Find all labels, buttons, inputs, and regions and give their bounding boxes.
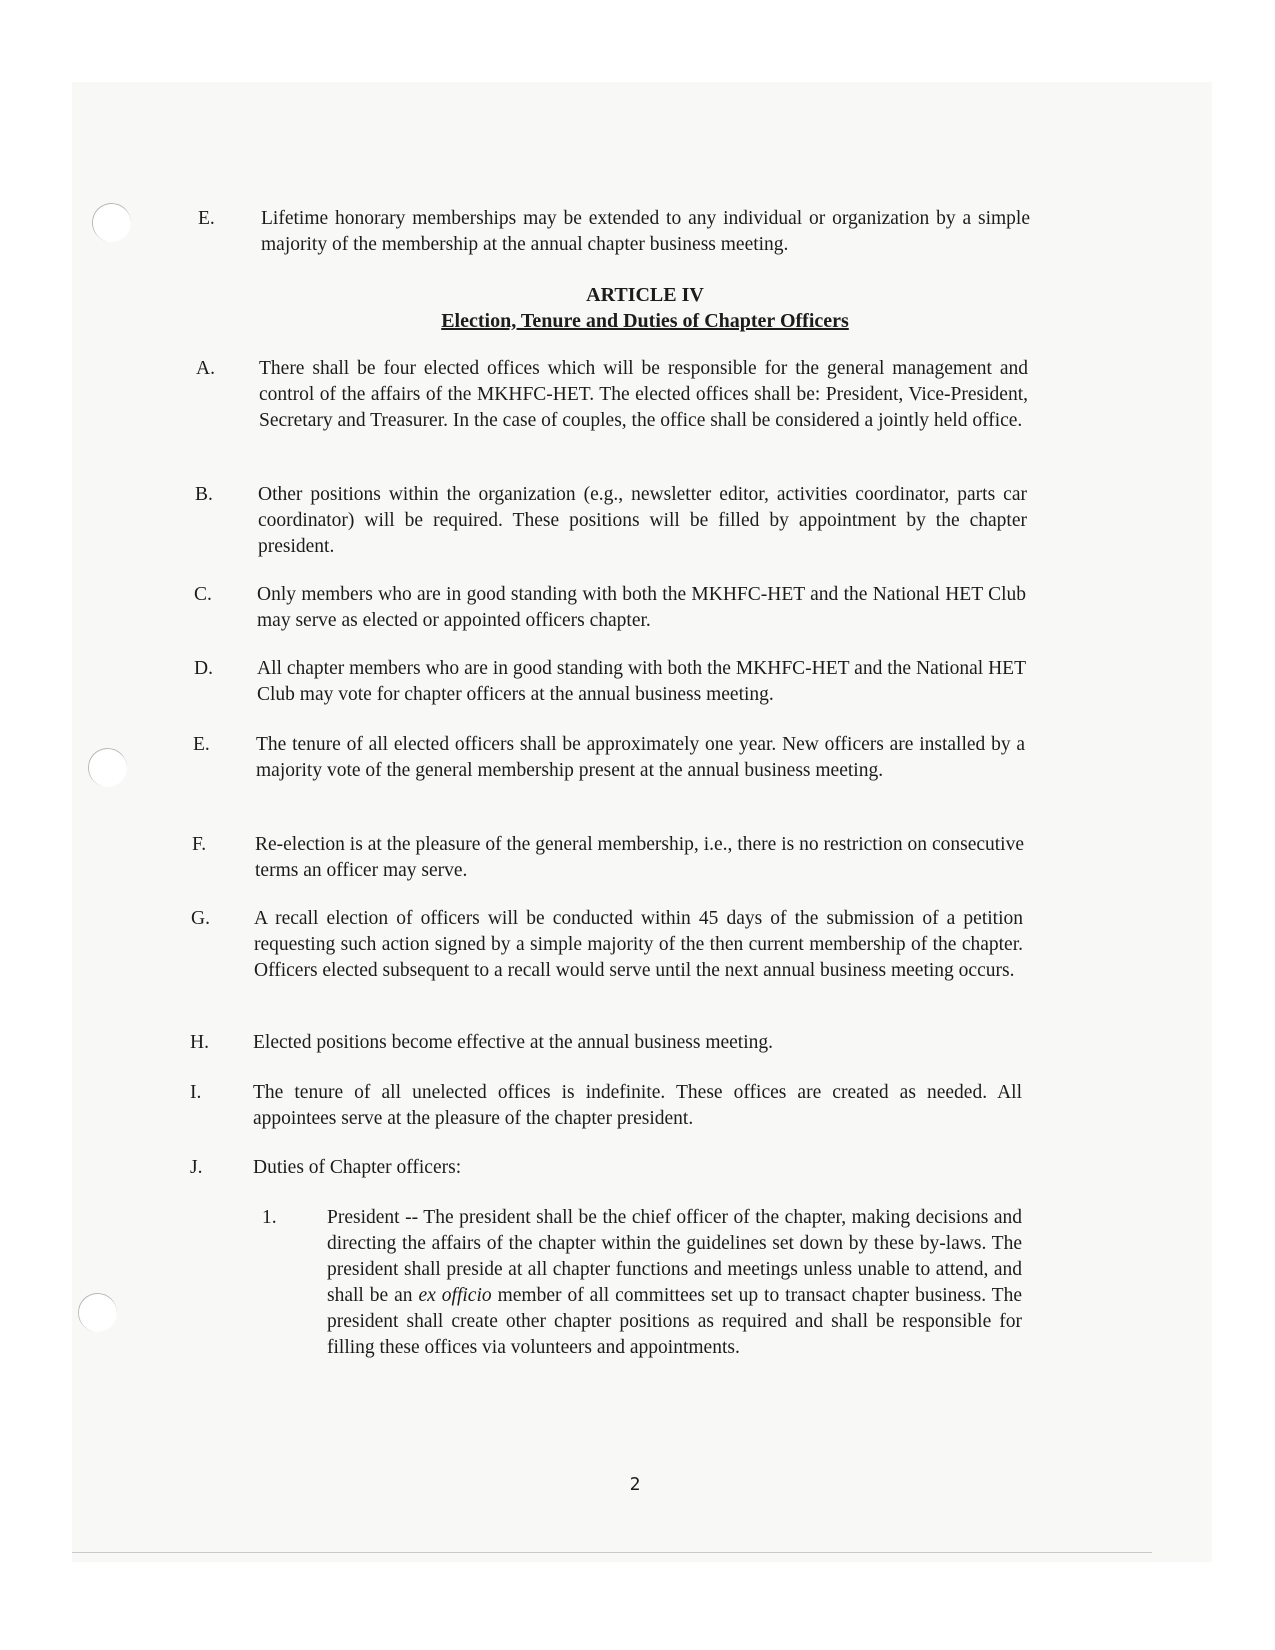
subitem-number: 1.: [262, 1207, 277, 1228]
item-f: [192, 832, 1024, 884]
subitem-text-part: President -- The president shall be the chief officer of the chapter, making decisions and directing the affairs of the chapter within the guidelines set down by these by-laws. The president shall preside at all chapter functions and meetings unless unable to attend, and shall be an: [327, 1207, 1022, 1306]
item-letter: J.: [190, 1157, 203, 1178]
item-letter: C.: [194, 584, 212, 605]
item-e: [193, 732, 1025, 784]
article-subtitle: Election, Tenure and Duties of Chapter Officers: [441, 310, 849, 332]
item-j: [190, 1155, 1022, 1181]
item-text: Only members who are in good standing with both the MKHFC-HET and the National HET Club may serve as elected or appointed officers chapter.: [257, 584, 1026, 631]
subitem-text: [327, 1205, 1022, 1361]
page-edge-line: [72, 1552, 1152, 1553]
item-letter: H.: [190, 1032, 209, 1053]
item-letter: I.: [190, 1082, 202, 1103]
item-g: [191, 906, 1023, 984]
item-c: [194, 582, 1026, 634]
item-text: All chapter members who are in good standing with both the MKHFC-HET and the National HET Club may vote for chapter officers at the annual business meeting.: [257, 658, 1026, 705]
article-title: ARTICLE IV: [586, 284, 704, 306]
item-text: Duties of Chapter officers:: [253, 1157, 462, 1178]
item-text: Elected positions become effective at the annual business meeting.: [253, 1032, 774, 1053]
item-letter: A.: [196, 358, 215, 379]
subitem-president: [262, 1205, 1022, 1361]
item-text: Re-election is at the pleasure of the general membership, i.e., there is no restriction on consecutive terms an officer may serve.: [255, 834, 1024, 881]
item-letter: F.: [192, 834, 207, 855]
item-d: [194, 656, 1026, 708]
page-number: 2: [629, 1474, 641, 1495]
item-a: [196, 356, 1028, 434]
item-letter: D.: [194, 658, 213, 679]
item-text: There shall be four elected offices which will be responsible for the general management and control of the affairs of the MKHFC-HET. The elected offices shall be: President, Vice-President, Secretary and Treasurer. In the case of couples, the office shall be considered a jointly held office.: [259, 358, 1028, 431]
item-i: [190, 1080, 1022, 1132]
item-letter: E.: [198, 208, 215, 229]
item-letter: G.: [191, 908, 210, 929]
item-h: [190, 1030, 1022, 1056]
subitem-italic-phrase: ex officio: [418, 1285, 492, 1306]
item-text: The tenure of all elected officers shall be approximately one year. New officers are installed by a majority vote of the general membership present at the annual business meeting.: [256, 734, 1025, 781]
subitem-text-part: member of all committees set up to transact chapter business. The president shall create other chapter positions as required and shall be responsible for filling these offices via volunteers and appointments.: [327, 1285, 1022, 1358]
item-text: Other positions within the organization (e.g., newsletter editor, activities coordinator, parts car coordinator) will be required. These positions will be filled by appointment by the chapter president.: [258, 484, 1027, 557]
section-e-honorary: [198, 206, 1030, 258]
item-text: A recall election of officers will be conducted within 45 days of the submission of a petition requesting such action signed by a simple majority of the then current membership of the chapter. Officers elected subsequent to a recall would serve until the next annual business meeting occurs.: [254, 908, 1023, 981]
item-b: [195, 482, 1027, 560]
item-letter: E.: [193, 734, 210, 755]
item-letter: B.: [195, 484, 213, 505]
item-text: The tenure of all unelected offices is indefinite. These offices are created as needed. All appointees serve at the pleasure of the chapter president.: [253, 1082, 1022, 1129]
item-text: Lifetime honorary memberships may be extended to any individual or organization by a simple majority of the membership at the annual chapter business meeting.: [261, 208, 1030, 255]
